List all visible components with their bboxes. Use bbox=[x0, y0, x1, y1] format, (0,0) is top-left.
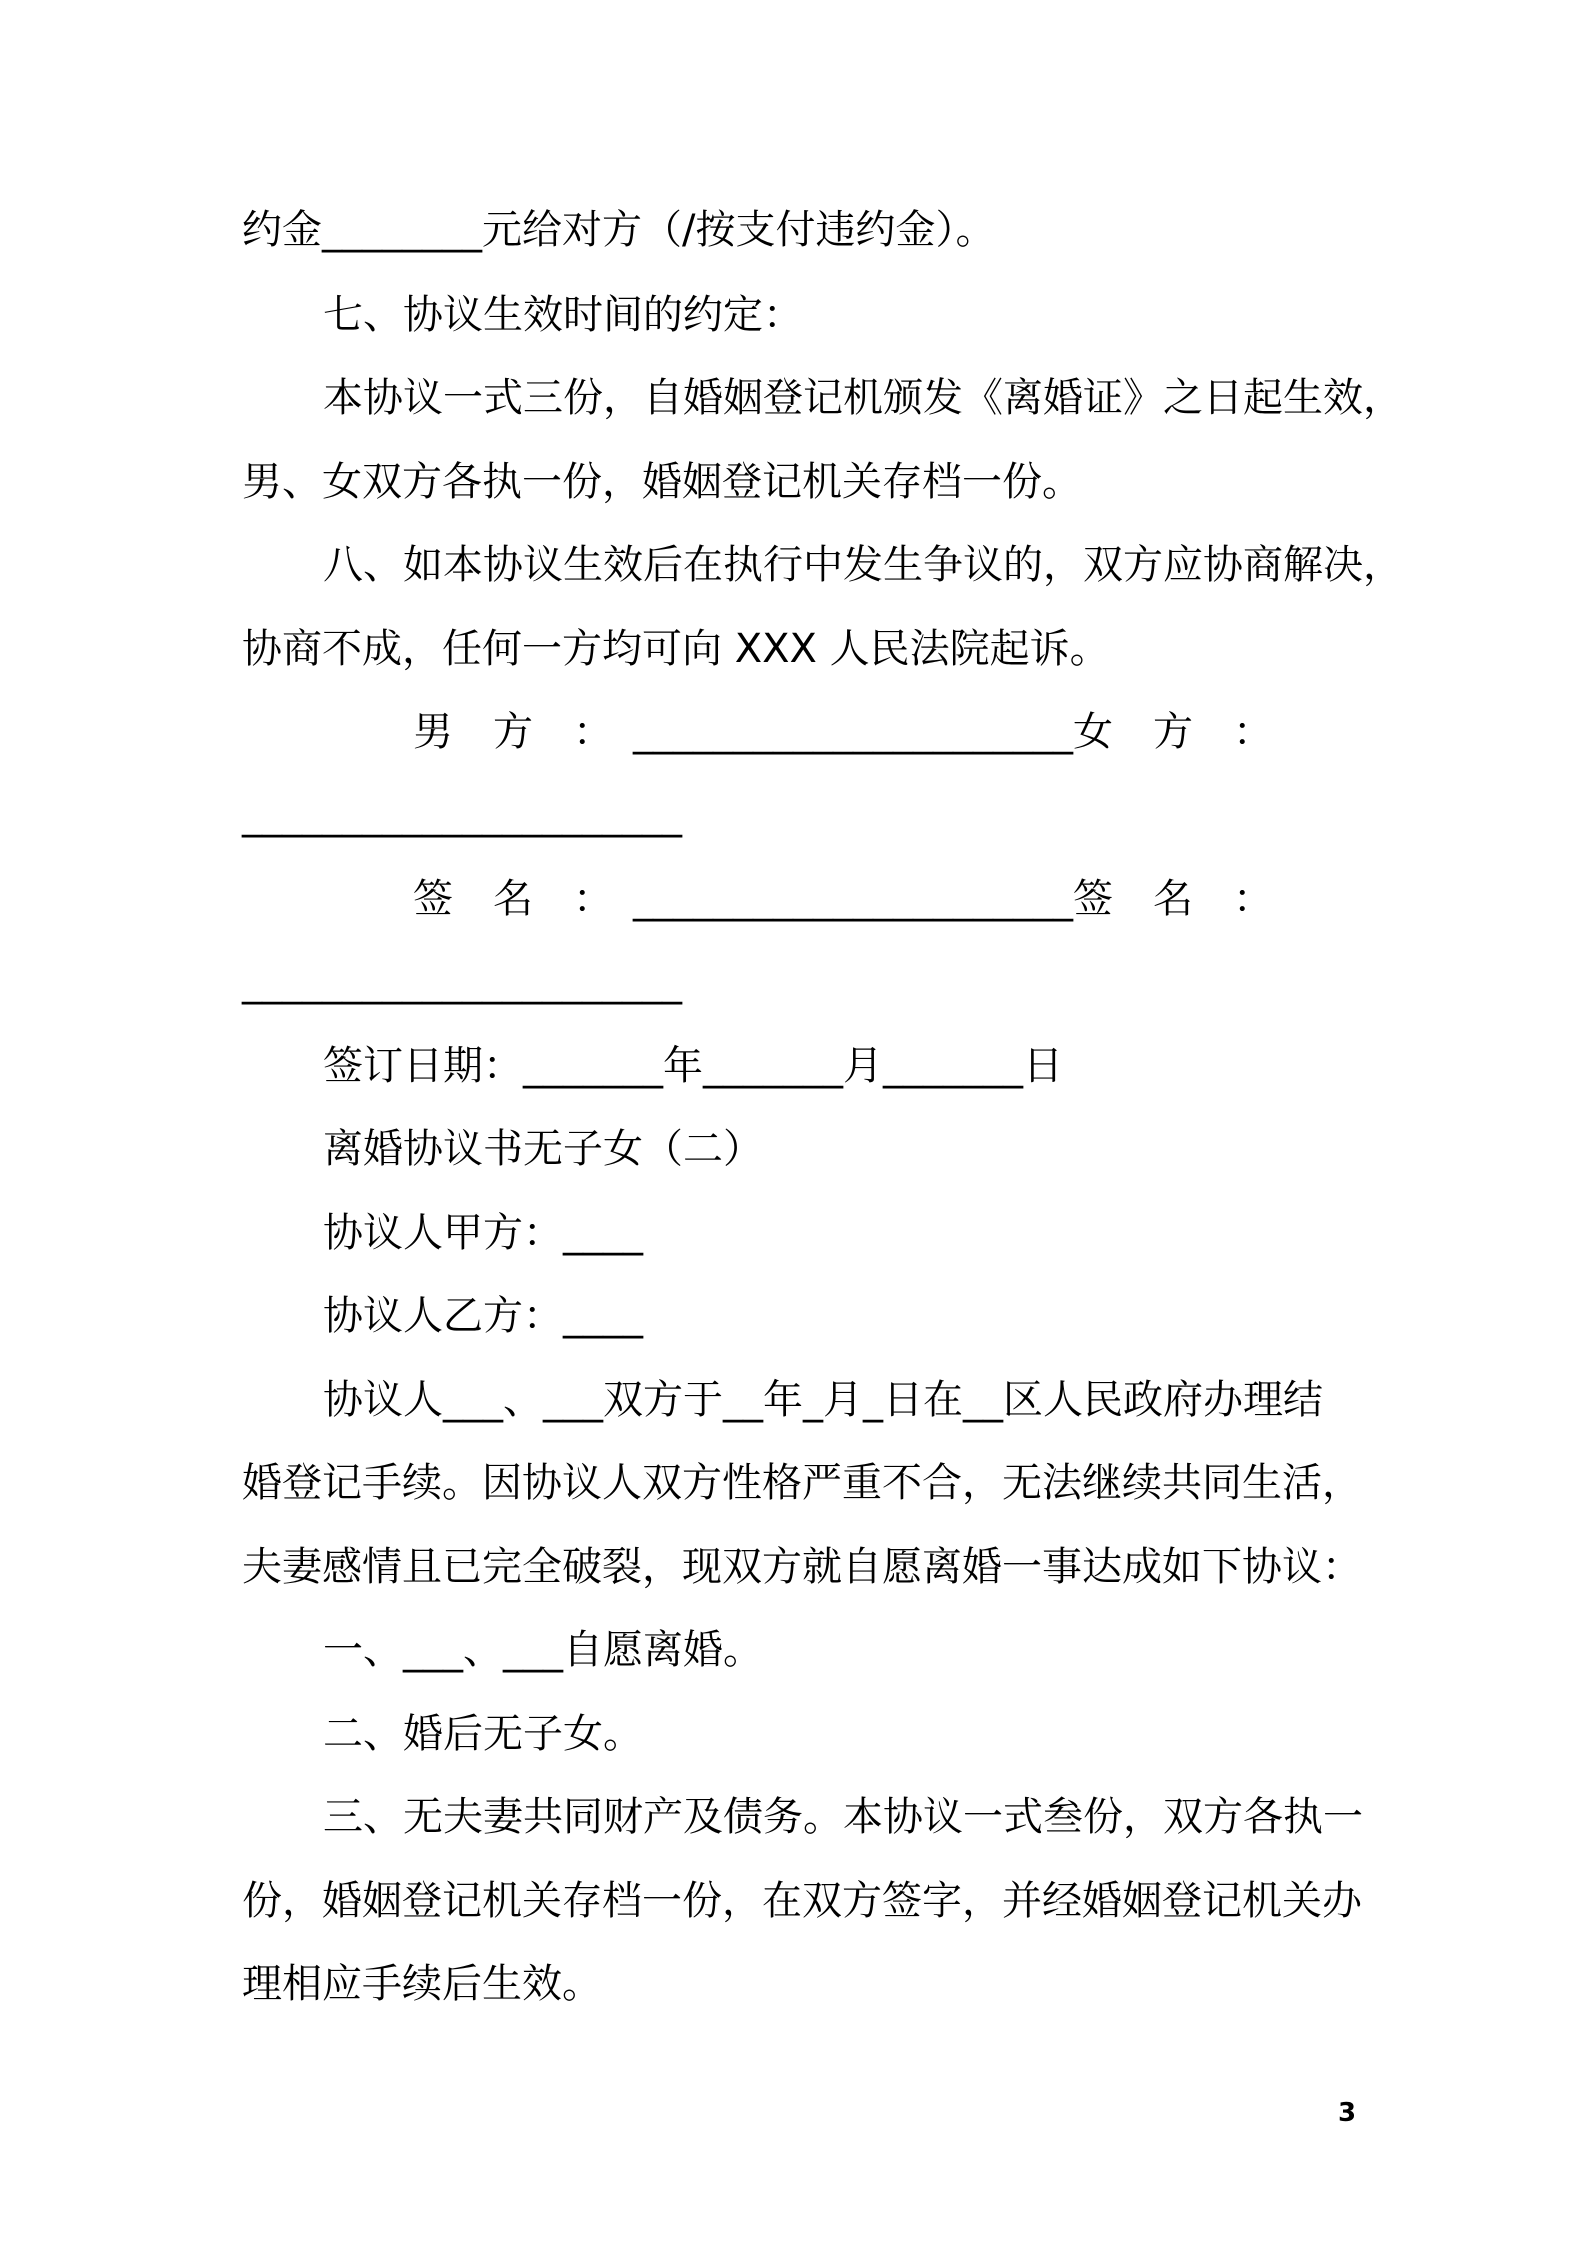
clause-1: 一、___、___自愿离婚。 bbox=[323, 1627, 763, 1673]
page-number: 3 bbox=[1338, 2098, 1357, 2128]
female-party-blank: ______________________ bbox=[242, 792, 682, 838]
clause-3: 三、无夫妻共同财产及债务。本协议一式叁份，双方各执一 bbox=[323, 1794, 1363, 1840]
text-line-1: 约金________元给对方（/按支付违约金）。 bbox=[242, 207, 996, 253]
text-line-17: 夫妻感情且已完全破裂，现双方就自愿离婚一事达成如下协议： bbox=[242, 1544, 1362, 1590]
party-b-line: 协议人乙方：____ bbox=[323, 1293, 643, 1339]
text-line-16: 婚登记手续。因协议人双方性格严重不合，无法继续共同生活， bbox=[242, 1460, 1362, 1506]
sign-date-line: 签订日期：_______年_______月_______日 bbox=[323, 1043, 1063, 1089]
signature-blank: ______________________ bbox=[242, 959, 682, 1005]
section-heading-7: 七、协议生效时间的约定： bbox=[323, 292, 803, 338]
text-line-21: 份，婚姻登记机关存档一份，在双方签字，并经婚姻登记机关办 bbox=[242, 1878, 1362, 1924]
text-line-6: 协商不成，任何一方均可向 XXX 人民法院起诉。 bbox=[242, 626, 1110, 672]
signature-line: 签 名 ： ______________________签 名 ： bbox=[413, 876, 1273, 922]
document-title: 离婚协议书无子女（二） bbox=[323, 1126, 763, 1172]
text-line-15: 协议人___、___双方于__年_月_日在__区人民政府办理结 bbox=[323, 1377, 1323, 1423]
clause-2: 二、婚后无子女。 bbox=[323, 1711, 643, 1757]
text-line-3: 本协议一式三份，自婚姻登记机颁发《离婚证》之日起生效， bbox=[323, 375, 1403, 421]
party-a-line: 协议人甲方：____ bbox=[323, 1210, 643, 1256]
section-heading-8: 八、如本协议生效后在执行中发生争议的，双方应协商解决， bbox=[323, 542, 1403, 588]
text-line-22: 理相应手续后生效。 bbox=[242, 1961, 602, 2007]
text-line-4: 男、女双方各执一份，婚姻登记机关存档一份。 bbox=[242, 459, 1082, 505]
male-party-signature-line: 男 方 ： ______________________女 方 ： bbox=[413, 709, 1273, 755]
